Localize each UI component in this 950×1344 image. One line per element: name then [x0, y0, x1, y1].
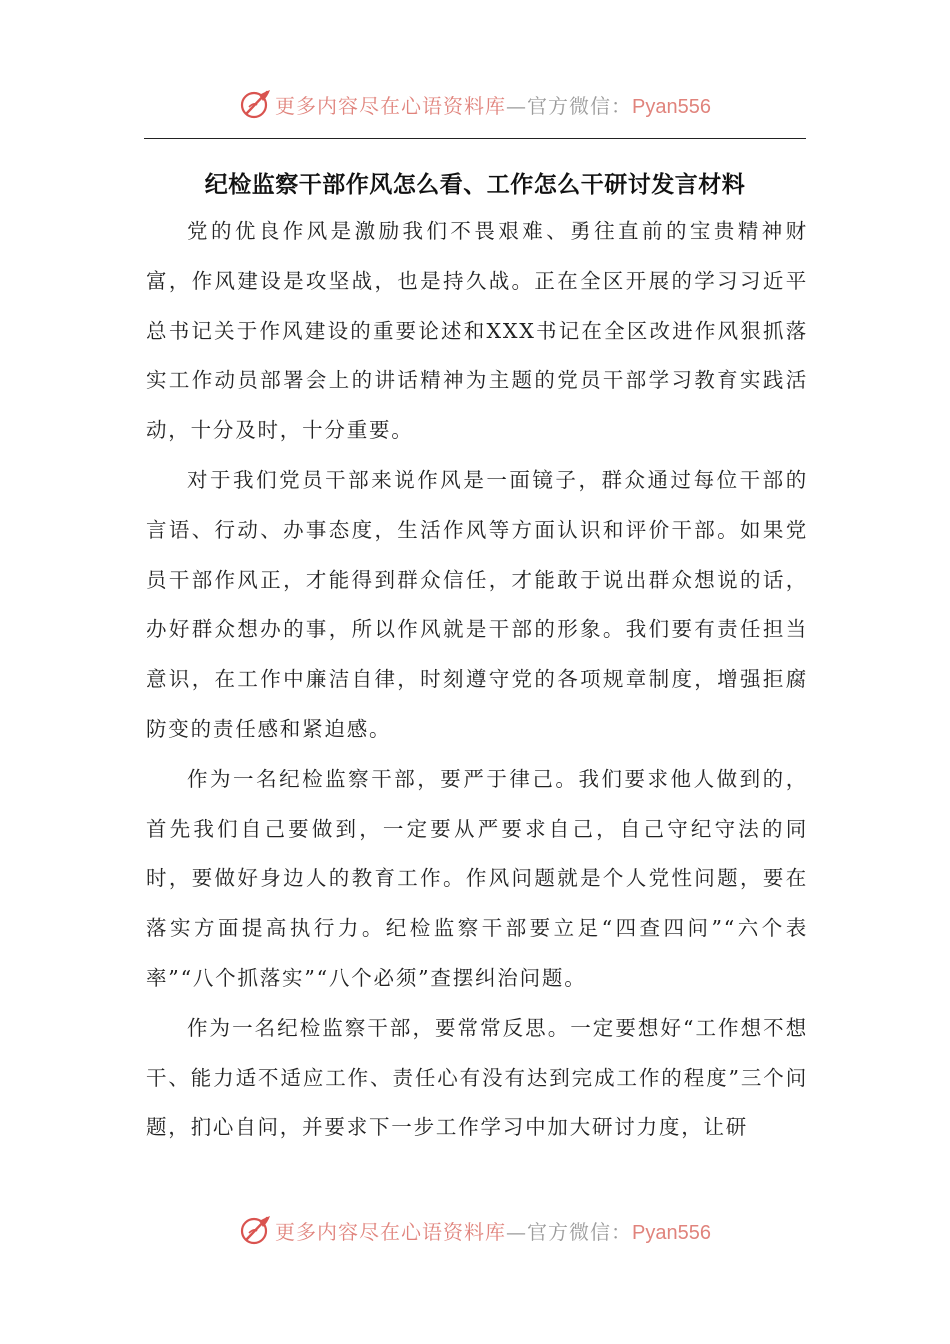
banner-text: [275, 90, 711, 119]
document-title: 纪检监察干部作风怎么看、工作怎么干研讨发言材料: [204, 171, 746, 198]
banner-wechat-id: Pyan556: [632, 95, 711, 118]
paragraph: 作为一名纪检监察干部，要常常反思。一定要想好“工作想不想干、能力适不适应工作、责任心有没有达到完成工作的程度”三个问题，扪心自问，并要求下一步工作学习中加大研讨力度，让研: [146, 1015, 808, 1140]
banner-dash: —: [506, 93, 528, 118]
banner-wechat-id: Pyan556: [632, 1221, 711, 1244]
header-divider: [144, 138, 806, 139]
banner-label: 官方微信：: [527, 93, 633, 118]
quill-logo-icon: [239, 87, 273, 121]
document-body: [146, 207, 808, 1153]
banner-dash: —: [506, 1219, 528, 1244]
footer-banner: [0, 1210, 950, 1250]
banner-main-text: 更多内容尽在心语资料库: [275, 93, 507, 118]
header-banner: [0, 84, 950, 124]
quill-logo-icon: [239, 1213, 273, 1247]
banner-main-text: 更多内容尽在心语资料库: [275, 1219, 507, 1244]
banner-label: 官方微信：: [527, 1219, 633, 1244]
banner-text: [275, 1216, 711, 1245]
paragraph: 党的优良作风是激励我们不畏艰难、勇往直前的宝贵精神财富，作风建设是攻坚战，也是持久战。正在全区开展的学习习近平总书记关于作风建设的重要论述和XXX书记在全区改进作风狠抓落实工作动员部署会上的讲话精神为主题的党员干部学习教育实践活动，十分及时，十分重要。: [146, 219, 808, 443]
paragraph: 作为一名纪检监察干部，要严于律己。我们要求他人做到的，首先我们自己要做到，一定要从严要求自己，自己守纪守法的同时，要做好身边人的教育工作。作风问题就是个人党性问题，要在落实方面提高执行力。纪检监察干部要立足“四查四问”“六个表率”“八个抓落实”“八个必须”查摆纠治问题。: [146, 766, 808, 990]
paragraph: 对于我们党员干部来说作风是一面镜子，群众通过每位干部的言语、行动、办事态度，生活作风等方面认识和评价干部。如果党员干部作风正，才能得到群众信任，才能敢于说出群众想说的话，办好群众想办的事，所以作风就是干部的形象。我们要有责任担当意识，在工作中廉洁自律，时刻遵守党的各项规章制度，增强拒腐防变的责任感和紧迫感。: [146, 467, 808, 741]
